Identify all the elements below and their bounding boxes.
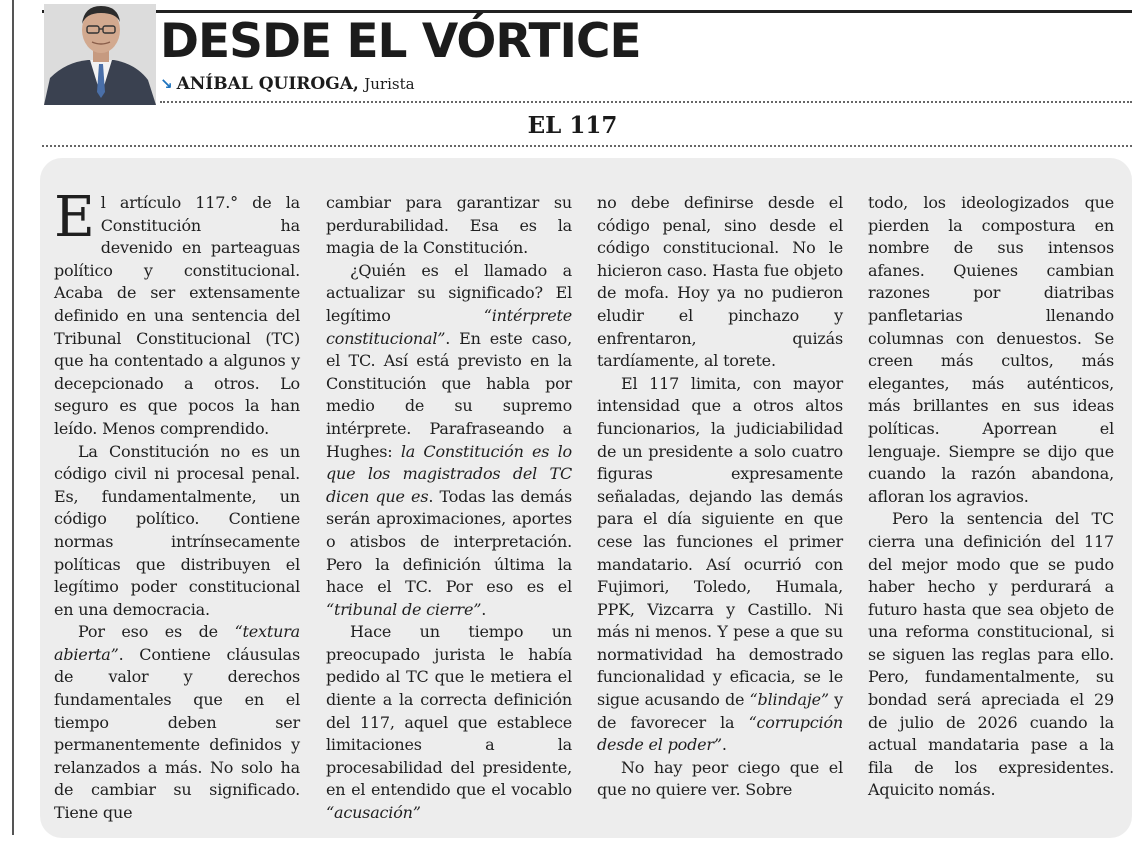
paragraph [54,185,300,441]
emphasis: “tribunal de cierre” [326,599,482,619]
emphasis: la Constitución es lo que los magistrados del TC dicen que es [326,441,572,506]
paragraph [326,260,572,622]
paragraph [326,621,572,824]
paragraph-text: . En este caso, el TC. Así está previsto en la Constitución que habla por medio de su supremo intérprete. Parafraseando a Hughes: [326,328,572,461]
paragraph-text: El 117 limita, con mayor intensidad que a otros altos funcionarios, la judiciabilidad de un presidente a solo cuatro figuras expresamente señaladas, dejando las demás para el día siguiente en que cese las funciones el primer mandatario. Así ocurrió con Fujimori, Toledo, Humala, PPK, Vizcarra y Castillo. Ni más ni menos. Y pese a que su normatividad ha demostrado funcionalidad y eficacia, se le sigue acusando de [597,373,843,710]
paragraph-text: l artículo 117.° de la Constitución ha devenido en parteaguas político y constitucional. Acaba de ser extensamente definido en una sentencia del Tribunal Constitucional (TC) que ha contentado a algunos y decepcionado a otros. Lo seguro es que pocos la han leído. Menos comprendido. [54,193,300,438]
paragraph: cambiar para garantizar su perdurabilidad. Esa es la magia de la Constitución. [326,193,572,258]
paragraph: todo, los ideologizados que pierden la compostura en nombre de sus intensos afanes. Quienes cambian razones por diatribas panfletarias llenando columnas con denuestos. Se creen más cultos, más elegantes, más auténticos, más brillantes en sus ideas políticas. Aporrean el lenguaje. Siempre se dijo que cuando la razón abandona, afloran los agravios. [868,193,1114,506]
paragraph-text: . Todas las demás serán aproximaciones, aportes o atisbos de interpretación. Pero la definición última la hace el TC. Por eso es el [326,486,573,597]
top-rule [42,10,1132,13]
text-column-3 [597,192,843,802]
text-column-4 [868,192,1114,802]
byline [160,76,415,93]
dotted-divider [42,145,1132,147]
author-role: Jurista [364,75,415,93]
emphasis: “corrupción desde el poder” [597,712,843,755]
arrow-down-right-icon: ↘ [160,75,173,93]
paragraph-text: ¿Quién es el llamado a actualizar su significado? El legítimo [326,260,572,325]
paragraph-text: . [721,735,727,755]
emphasis: “textura abierta” [54,622,300,664]
paragraph-text: y de favorecer la [597,690,843,732]
column-title: DESDE EL VÓRTICE [160,14,641,69]
text-column-1 [54,185,300,825]
author-photo [44,4,156,105]
paragraph: Pero la sentencia del TC cierra una definición del 117 del mejor modo que se pudo haber hecho y perdurará a futuro hasta que sea objeto de una reforma constitucional, si se siguen las reglas para ello. Pero, fundamentalmente, su bondad será apreciada el 29 de julio de 2026 cuando la actual mandataria pase a la fila de los expresidentes. Aquicito nomás. [868,509,1114,800]
paragraph-text: . [481,599,487,619]
paragraph [54,621,300,824]
emphasis: “blindaje” [749,690,829,710]
author-name: ANÍBAL QUIROGA, [176,74,359,94]
paragraph: No hay peor ciego que el que no quiere ver. Sobre [597,757,843,800]
article-title: EL 117 [527,112,618,139]
dotted-divider [160,101,1132,103]
paragraph [597,373,843,757]
paragraph: no debe definirse desde el código penal, sino desde el código constitucional. No le hicieron caso. Hasta fue objeto de mofa. Hoy ya no pudieron eludir el pinchazo y enfrentaron, quizás tardíamente, al torete. [597,193,843,371]
drop-cap: E [54,185,95,250]
paragraph-text: . Contiene cláusulas de valor y derechos fundamentales que en el tiempo deben ser permanentemente definidos y relanzados a más. No solo ha de cambiar su significado. Tiene que [54,644,300,823]
paragraph-text: Por eso es de [78,622,235,642]
paragraph-text: Hace un tiempo un preocupado jurista le había pedido al TC que le metiera el diente a la correcta definición del 117, aquel que establece limitaciones a la procesabilidad del presidente, en el entendido que el vocablo [326,622,572,800]
emphasis: “acusación” [326,803,421,823]
paragraph: La Constitución no es un código civil ni procesal penal. Es, fundamentalmente, un código político. Contiene normas intrínsecamente políticas que distribuyen el legítimo poder constitucional en una democracia. [54,441,300,619]
text-column-2 [326,192,572,825]
emphasis: “intérprete constitucional” [326,305,572,348]
